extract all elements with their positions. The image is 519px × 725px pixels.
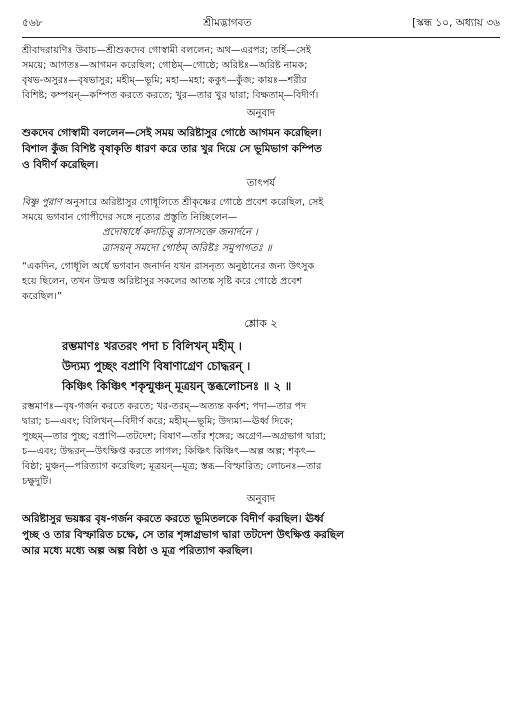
- page-header: [22, 16, 500, 38]
- book-page: [22, 16, 500, 559]
- translation-heading-2: অনুবাদ: [246, 494, 276, 505]
- purport-line-rest: অনুসারে অরিষ্টাসুর গোধূলিতে শ্রীকৃষ্ণের গোষ্ঠে প্রবেশ করেছিল, সেই: [61, 197, 324, 208]
- translation-line: শুকদেব গোস্বামী বললেন—সেই সময় অরিষ্টাসুর গোষ্ঠে আগমন করেছিল।: [22, 127, 322, 139]
- word-meaning-line: রম্ভমাণঃ—বৃষ-গর্জন করতে করতে; খর-তরম্—অত্যন্ত কর্কশ; পদা—তার পদ: [22, 401, 307, 412]
- word-meaning-line: দ্বারা; চ—এবং; বিলিখন্—বিদীর্ণ করে; মহীম্—ভূমি; উদ্যম্য—ঊর্ধ্ব দিকে;: [22, 416, 294, 427]
- translation-2: [22, 511, 500, 559]
- word-meanings-2: [22, 399, 500, 489]
- sloka-line: রম্ভমাণঃ খরতরং পদা চ বিলিখন্ মহীম্ ।: [62, 339, 242, 353]
- book-title: শ্রীমদ্ভাগবত: [203, 17, 252, 29]
- translation-line: বিশাল কুঁজ বিশিষ্ট বৃষাকৃতি ধারণ করে তার খুর দিয়ে সে ভূমিভাগ কম্পিত: [22, 143, 322, 155]
- purport-line: [22, 195, 500, 210]
- sloka-line: কিঞ্চিৎ কিঞ্চিৎ শকৃন্মুঞ্চন্ মূত্রয়ন্ স্তব্ধলোচনঃ ॥ ২ ॥: [62, 379, 292, 393]
- sloka-heading: শ্লোক ২: [244, 317, 278, 330]
- purport-source: বিষ্ণু পুরাণ: [22, 197, 62, 208]
- sloka-line: উদ্যম্য পুচ্ছং বপ্রাণি বিষাণাগ্রেণ চোদ্ধরন্ ।: [62, 359, 251, 373]
- word-meaning-line: পুচ্ছম্—তার পুচ্ছ; বপ্রাণি—তটদেশ; বিষাণ—তাঁর শৃঙ্গের; অগ্রেণ—অগ্রভাগ দ্বারা;: [22, 431, 326, 442]
- word-meaning-line: চক্ষুদুটি।: [22, 476, 52, 487]
- translation-heading-1: অনুবাদ: [246, 108, 276, 119]
- purport-heading: তাৎপর্য: [246, 178, 276, 189]
- purport-verse-line: ত্রাসয়ন্ সমদো গোষ্ঠম্ অরিষ্টঃ সমুপাগতঃ ॥: [102, 243, 272, 254]
- purport-quote: [22, 259, 500, 304]
- chapter-reference: [স্কন্ধ ১০, অধ্যায় ৩৬: [412, 17, 500, 29]
- sloka-verse: [22, 336, 500, 396]
- quote-line: হয়ে ছিলেন, তখন উন্মত্ত অরিষ্টাসুর সকলের আতঙ্ক সৃষ্টি করে গোষ্ঠে প্রবেশ: [22, 276, 303, 287]
- quote-line: “একদিন, গোধূলি অর্ধে ভগবান জনার্দন যখন রাসনৃত্য অনুষ্ঠানের জন্য উৎসুক: [22, 261, 315, 272]
- word-meanings-1: [22, 43, 500, 103]
- word-meaning-line: বিশিষ্ট; কম্পয়ন্—কম্পিত করতে করতে; খুর—তার খুর দ্বারা; বিক্ষতাম্—বিদীর্ণ।: [22, 90, 319, 101]
- word-meaning-line: বিষ্ঠা; মুঞ্চন্—পরিত্যাগ করেছিল; মূত্রয়ন্—মূত্র; স্তব্ধ—বিস্ফারিত; লোচনঃ—তার: [22, 461, 322, 472]
- translation-line: অরিষ্টাসুর ভয়ঙ্কর বৃষ-গর্জন করতে করতে ভূমিতলকে বিদীর্ণ করছিল। ঊর্ধ্ব: [22, 513, 324, 525]
- word-meaning-line: শ্রীবাদরায়ণিঃ উবাচ—শ্রীশুকদেব গোস্বামী বললেন; অথ—এরপর; তর্হি—সেই: [22, 45, 311, 56]
- quote-line: করেছিল।”: [22, 291, 62, 302]
- purport-line: সময়ে ভগবান গোপীদের সঙ্গে নৃত্যের প্রস্তুতি নিচ্ছিলেন—: [22, 212, 238, 223]
- word-meaning-line: সময়ে; আগতঃ—আগমন করেছিল; গোষ্ঠম্—গোষ্ঠে; অরিষ্টঃ—অরিষ্ট নামক;: [22, 60, 308, 71]
- translation-1: [22, 125, 500, 173]
- purport-verse-line: প্রদোষার্ধে কদাচিত্তু রাসাসক্তে জনার্দনে ।: [102, 227, 258, 238]
- page-number: ৫৬৮: [22, 17, 43, 29]
- translation-line: ও বিদীর্ণ করেছিল।: [22, 159, 99, 171]
- translation-line: আর মধ্যে মধ্যে অল্প অল্প বিষ্ঠা ও মূত্র পরিত্যাগ করছিল।: [22, 545, 253, 557]
- translation-line: পুচ্ছ ও তার বিস্ফারিত চক্ষে, সে তার শৃঙ্গাগ্রভাগ দ্বারা তটদেশ উৎক্ষিপ্ত করছিল: [22, 529, 344, 541]
- word-meaning-line: বৃষভ-অসুরঃ—বৃষভাসুর; মহীম্—ভূমি; মহা—মহা; ককুৎ—কুঁজ; কায়ঃ—শরীর: [22, 75, 307, 86]
- purport: [22, 195, 500, 304]
- word-meaning-line: চ—এবং; উদ্ধরন্—উৎক্ষিপ্ত করতে লাগল; কিঞ্চিৎ কিঞ্চিৎ—অল্প অল্প; শকৃৎ—: [22, 446, 316, 457]
